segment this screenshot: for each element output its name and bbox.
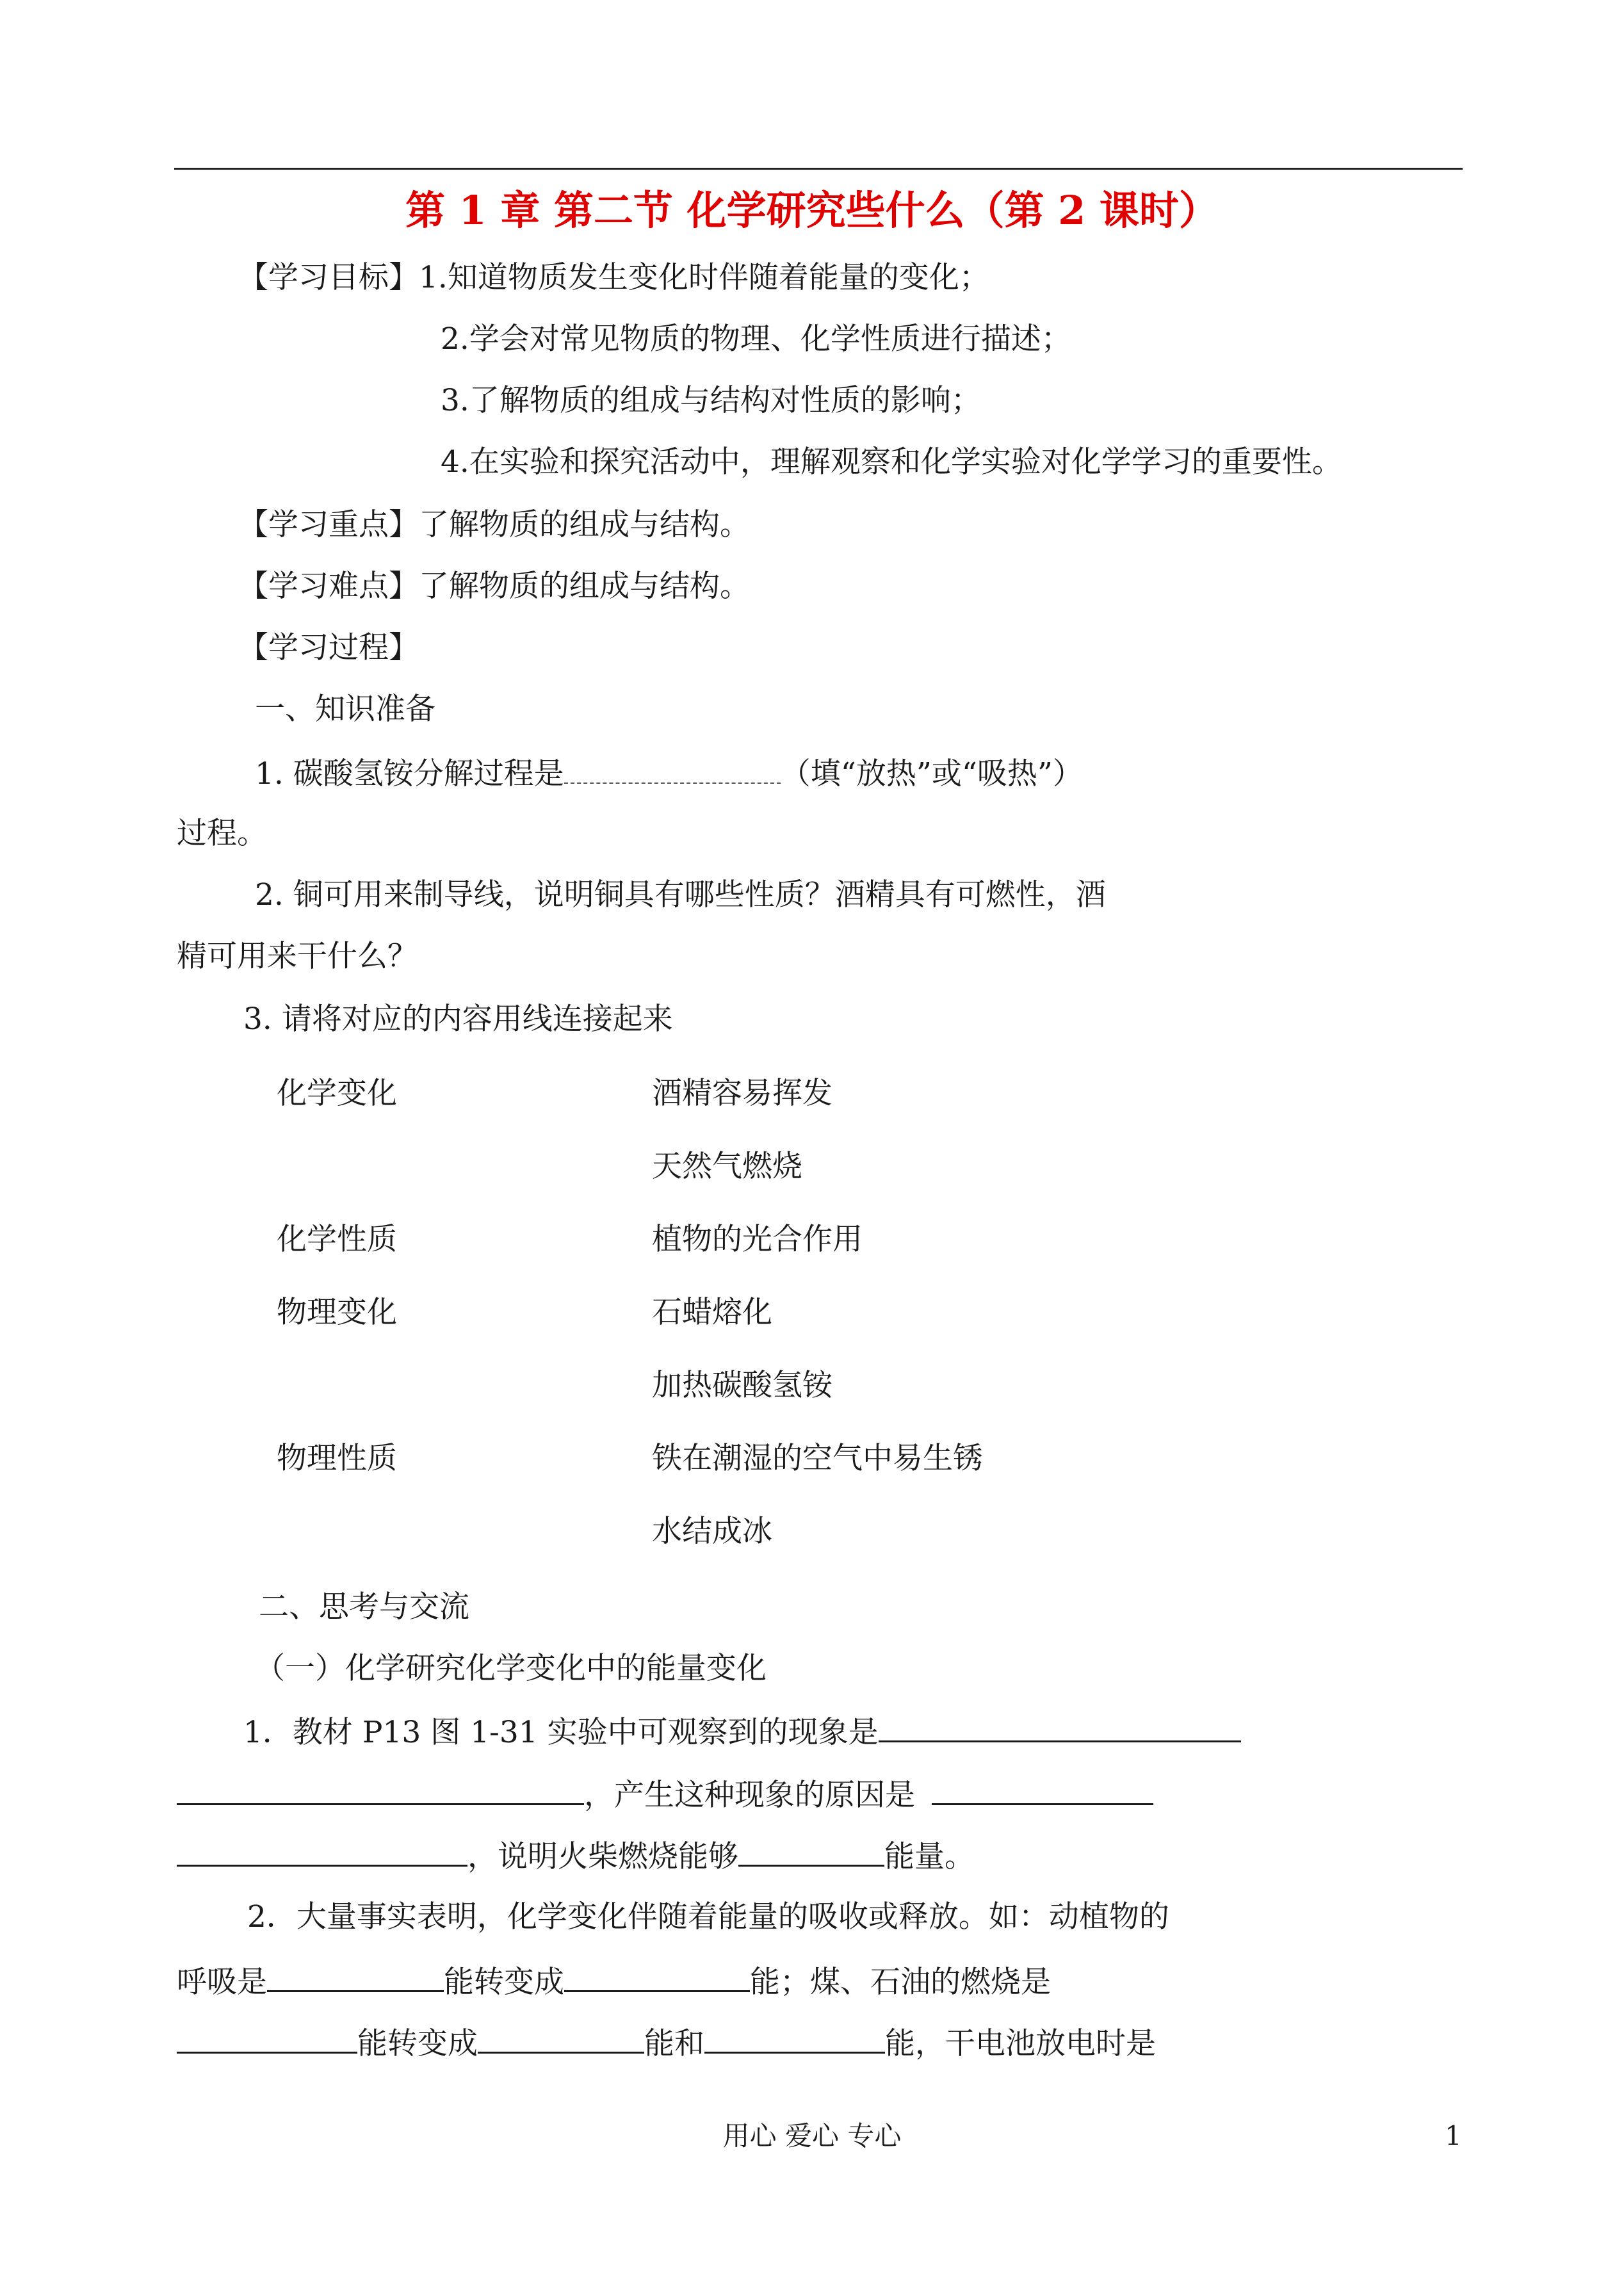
match-right-item[interactable]: 加热碳酸氢铵	[652, 1368, 832, 1403]
section2-q2-text: 能和	[644, 2026, 704, 2061]
key-point-text: 了解物质的组成与结构。	[419, 507, 750, 542]
match-left-item[interactable]: 化学性质	[277, 1222, 397, 1257]
match-right-item[interactable]: 石蜡熔化	[652, 1295, 772, 1330]
page-title: 第 1 章 第二节 化学研究些什么（第 2 课时）	[405, 187, 1219, 234]
match-right-item[interactable]: 酒精容易挥发	[652, 1076, 832, 1111]
section2-q1-text: ，产生这种现象的原因是	[584, 1778, 915, 1813]
section2-q2-line2	[177, 1965, 1051, 2000]
difficult-point-label: 【学习难点】	[238, 569, 419, 604]
answer-blank[interactable]	[478, 2026, 644, 2054]
section2-q2-text: 能转变成	[444, 1965, 564, 2000]
section2-q2-line1: 2．大量事实表明，化学变化伴随着能量的吸收或释放。如：动植物的	[247, 1899, 1169, 1934]
page-number: 1	[1445, 2120, 1462, 2152]
objective-item: 3.了解物质的组成与结构对性质的影响；	[441, 383, 981, 418]
section1-q1	[255, 757, 1083, 789]
answer-blank[interactable]	[704, 2026, 885, 2054]
answer-blank[interactable]	[564, 1965, 750, 1992]
answer-blank[interactable]	[177, 2026, 357, 2054]
difficult-point-text: 了解物质的组成与结构。	[419, 569, 750, 604]
difficult-point-line	[238, 569, 750, 604]
objective-item: 4.在实验和探究活动中，理解观察和化学实验对化学学习的重要性。	[441, 444, 1342, 480]
section2-q1-line1	[243, 1715, 1241, 1748]
objectives-line	[238, 260, 989, 295]
section2-q1-line2	[177, 1778, 1153, 1813]
section2-q1-text: ，说明火柴燃烧能够	[467, 1839, 738, 1874]
match-right-item[interactable]: 植物的光合作用	[652, 1222, 863, 1257]
section2-q1-line3	[177, 1839, 975, 1872]
section2-q2-text: 能；煤、石油的燃烧是	[750, 1965, 1051, 2000]
section2-q2-text: 能转变成	[357, 2026, 478, 2061]
match-left-item[interactable]: 化学变化	[277, 1076, 397, 1111]
header-rule	[174, 168, 1463, 170]
section1-q1-text: 1. 碳酸氢铵分解过程是	[255, 756, 564, 791]
section1-q1-hint: （填“放热”或“吸热”）	[780, 756, 1083, 791]
answer-blank[interactable]	[177, 1839, 467, 1867]
section1-q2-line1: 2. 铜可用来制导线，说明铜具有哪些性质？酒精具有可燃性，酒	[255, 877, 1106, 912]
match-left-item[interactable]: 物理性质	[277, 1441, 397, 1476]
section1-heading: 一、知识准备	[255, 692, 435, 727]
objective-item: 1.知道物质发生变化时伴随着能量的变化；	[419, 260, 989, 295]
match-right-item[interactable]: 天然气燃烧	[652, 1149, 802, 1184]
answer-blank[interactable]	[177, 1778, 584, 1805]
answer-blank[interactable]	[879, 1715, 1241, 1742]
section2-q2-text: 能，干电池放电时是	[885, 2026, 1156, 2061]
objective-item: 2.学会对常见物质的物理、化学性质进行描述；	[441, 321, 1071, 357]
match-left-item[interactable]: 物理变化	[277, 1295, 397, 1330]
answer-blank[interactable]	[564, 757, 781, 784]
section2-q1-text: 能量。	[884, 1839, 975, 1874]
match-right-item[interactable]: 铁在潮湿的空气中易生锈	[652, 1441, 983, 1476]
footer-text: 用心 爱心 专心	[722, 2120, 902, 2152]
answer-blank[interactable]	[267, 1965, 444, 1992]
section2-q2-text: 呼吸是	[177, 1965, 267, 2000]
section1-q1-end: 过程。	[177, 816, 267, 851]
section2-heading: 二、思考与交流	[259, 1589, 469, 1625]
answer-blank[interactable]	[738, 1839, 884, 1867]
answer-blank[interactable]	[932, 1778, 1153, 1805]
objectives-label: 【学习目标】	[238, 260, 419, 295]
key-point-label: 【学习重点】	[238, 507, 419, 542]
section1-q2-line2: 精可用来干什么？	[177, 939, 418, 974]
section2-q2-line3	[177, 2026, 1156, 2059]
section2-q1-text: 1．教材 P13 图 1-31 实验中可观察到的现象是	[243, 1715, 879, 1750]
key-point-line	[238, 507, 750, 542]
process-label: 【学习过程】	[238, 630, 419, 665]
section2-subheading: （一）化学研究化学变化中的能量变化	[255, 1651, 767, 1686]
match-right-item[interactable]: 水结成冰	[652, 1514, 772, 1549]
section1-q3: 3. 请将对应的内容用线连接起来	[243, 1002, 673, 1037]
